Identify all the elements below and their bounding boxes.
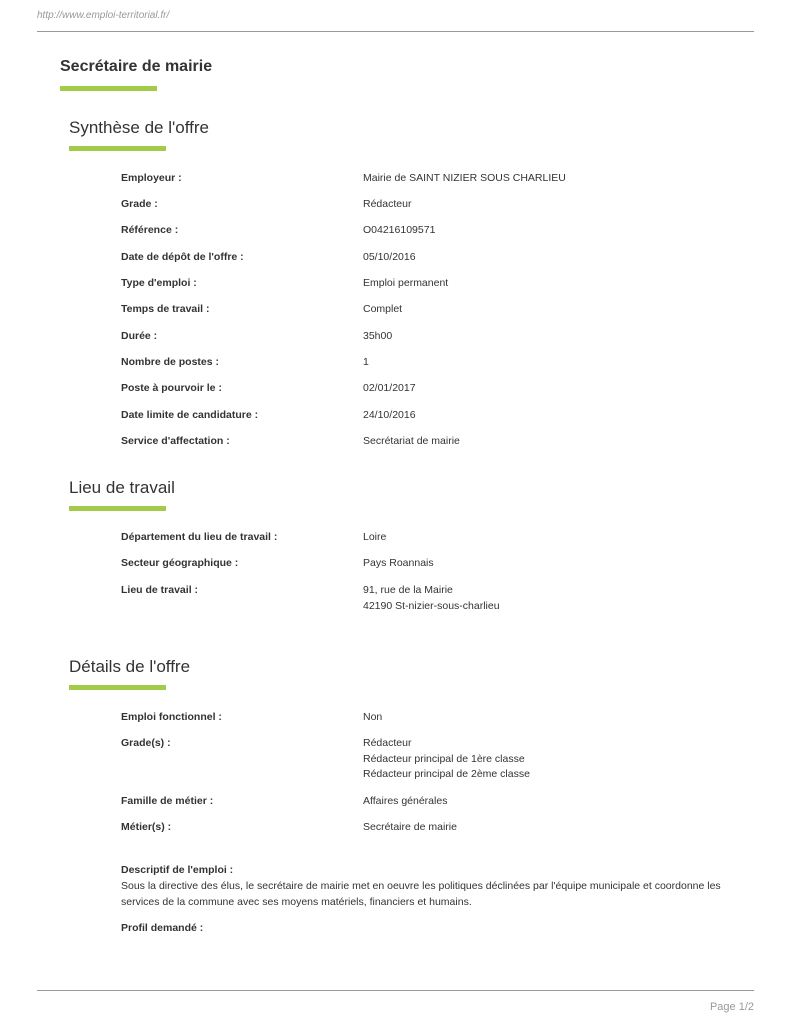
field-label: Employeur : (121, 172, 182, 184)
section-accent-bar-lieu (69, 506, 166, 511)
field-label: Département du lieu de travail : (121, 531, 278, 543)
section-title-synthese: Synthèse de l'offre (69, 118, 209, 137)
field-value: Mairie de SAINT NIZIER SOUS CHARLIEU (363, 172, 566, 184)
grade-line: Rédacteur (363, 737, 412, 749)
field-value: 05/10/2016 (363, 251, 416, 263)
descriptif-text: Sous la directive des élus, le secrétaire de mairie met en oeuvre les politiques déclinées par l'équipe municipale et coordonne les services de la commune avec ses moyens matériels, financiers et humains. (121, 880, 721, 908)
field-value: 35h00 (363, 330, 393, 342)
field-value: Loire (363, 531, 387, 543)
field-label: Durée : (121, 330, 158, 342)
top-divider (37, 31, 754, 32)
descriptif-block (121, 862, 731, 910)
field-label: Emploi fonctionnel : (121, 711, 222, 723)
page-number: Page 1/2 (709, 1001, 754, 1013)
field-value: 24/10/2016 (363, 409, 416, 421)
field-value: Affaires générales (363, 795, 448, 807)
field-value: Secrétaire de mairie (363, 821, 457, 833)
field-label: Date de dépôt de l'offre : (121, 251, 244, 263)
field-label: Secteur géographique : (121, 557, 239, 569)
section-title-lieu: Lieu de travail (69, 478, 175, 497)
descriptif-label: Descriptif de l'emploi : (121, 864, 234, 876)
field-label: Famille de métier : (121, 795, 214, 807)
field-value (363, 583, 500, 614)
field-label: Métier(s) : (121, 821, 172, 833)
page-title: Secrétaire de mairie (60, 58, 213, 75)
section-accent-bar-details (69, 685, 166, 690)
field-value: Complet (363, 303, 403, 315)
field-label: Grade(s) : (121, 737, 171, 749)
field-label: Grade : (121, 198, 158, 210)
address-line: 42190 St-nizier-sous-charlieu (363, 599, 500, 612)
field-label: Service d'affectation : (121, 435, 230, 447)
field-value: 02/01/2017 (363, 382, 416, 394)
field-value (363, 736, 530, 783)
address-line: 91, rue de la Mairie (363, 584, 453, 596)
section-title-details: Détails de l'offre (69, 657, 191, 676)
header-url: http://www.emploi-territorial.fr/ (37, 10, 170, 21)
field-label: Poste à pourvoir le : (121, 382, 222, 394)
field-value: Rédacteur (363, 198, 412, 210)
field-label: Nombre de postes : (121, 356, 220, 368)
field-label: Lieu de travail : (121, 584, 199, 596)
bottom-divider (37, 990, 754, 991)
profil-block (121, 920, 731, 936)
field-value: Pays Roannais (363, 557, 434, 569)
field-label: Date limite de candidature : (121, 409, 259, 421)
grade-line: Rédacteur principal de 1ère classe (363, 752, 525, 765)
field-value: O04216109571 (363, 224, 436, 236)
field-value: Emploi permanent (363, 277, 449, 289)
section-accent-bar-synthese (69, 146, 166, 151)
field-value: 1 (363, 356, 369, 368)
grade-line: Rédacteur principal de 2ème classe (363, 768, 530, 780)
field-label: Type d'emploi : (121, 277, 197, 289)
field-label: Référence : (121, 224, 179, 236)
field-value: Secrétariat de mairie (363, 435, 460, 447)
title-accent-bar (60, 86, 157, 91)
field-value: Non (363, 711, 383, 723)
profil-label: Profil demandé : (121, 922, 204, 934)
field-label: Temps de travail : (121, 303, 210, 315)
